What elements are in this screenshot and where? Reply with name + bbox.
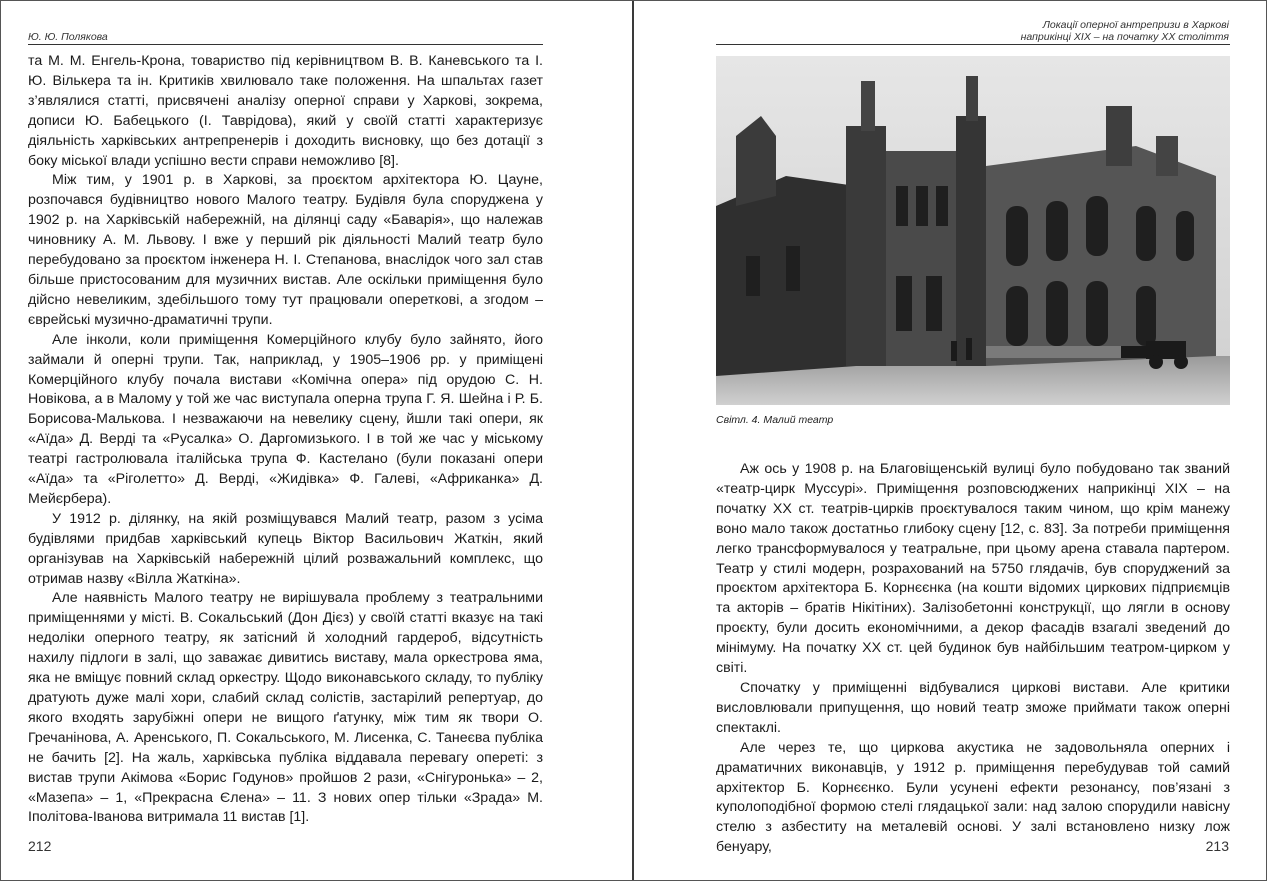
paragraph: Між тим, у 1901 р. в Харкові, за проєктом архітектора Ю. Цауне, розпочався будівництво нового Малого театру. Будівля була споруджена у 1902 р. на Харківській набережній, на ділянці саду «Баварія», що належав чиновнику А. М. Львову. І вже у перший рік діяльності Малий театр було перебудовано за проєктом інженера Н. І. Степанова, внаслідок чого зал став більше пристосованим для музичних вистав. Але оскільки приміщення було дійсно невеликим, здебільшого тому тут працювали оперетковi, а згодом – єврейські музично-драматичні трупи.	[28, 172, 543, 328]
running-header-author: Ю. Ю. Полякова	[28, 31, 108, 43]
paragraph: У 1912 р. ділянку, на якій розміщувався Малий театр, разом з усіма будівлями придбав харківський купець Віктор Васильович Жаткін, який організував на Харківській набережній цілий розважальний комплекс, що отримав назву «Вілла Жаткіна».	[28, 510, 543, 587]
running-header-title	[1021, 19, 1229, 43]
building-illustration	[716, 56, 1230, 405]
malyi-theatre-photo	[716, 56, 1230, 405]
right-body-text	[716, 460, 1230, 858]
header-rule	[28, 44, 543, 45]
paragraph: Але наявність Малого театру не вирішувала проблему з театральними приміщеннями у місті. В. Сокальський (Дон Дієз) у своїй статті вказує на такі недоліки оперного театру, як затісний й холодний гардероб, відсутність нахилу підлоги в залі, що заважає дивитись виставу, мала оркестрова яма, яка не вміщує повний склад оркестру. Щодо виконавського складу, то публіку дратують дуже малі хори, слабий склад солістів, застарілий репертуар, до якого входять зарубіжні опери не вищого ґатунку, між тим як твори О. Гречанінова, А. Аренського, П. Сокальського, М. Лисенка, С. Танеєва публіка не бачить [2]. На жаль, харківська публіка віддавала перевагу опереті: з вистав трупи Акімова «Борис Годунов» пройшов 2 рази, «Снігуронька» – 2, «Мазепа» – 1, «Прекрасна Єлена» – 11. З нових опер тільки «Зрада» М. Іполітова-Іванова витримала 11 вистав [1].	[28, 590, 543, 826]
paragraph: Спочатку у приміщенні відбувалися циркові вистави. Але критики висловлювали припущення, що новий театр зможе приймати також оперні спектаклі.	[716, 679, 1230, 736]
header-rule	[716, 44, 1230, 45]
left-page	[0, 0, 633, 881]
page-number-left: 212	[28, 838, 52, 854]
header-title-line2: наприкінці ХІХ – на початку ХХ століття	[1020, 31, 1229, 43]
paragraph: Аж ось у 1908 р. на Благовіщенській вулиці було побудовано так званий «театр-цирк Муссурі». Приміщення розповсюджених наприкінці ХІХ – на початку ХХ ст. театрів-цирків проєктувалося таким чином, що крім манежу воно мало також достатньо глибоку сцену [12, с. 83]. За потреби приміщення легко трансформувалося у театральне, при цьому арена ставала партером. Театр у стилі модерн, розрахований на 5750 глядачів, був споруджений за проєктом архітектора Б. Корнєєнка (на кошти відомих циркових підприємців та акторів – братів Нікітіних). Залізобетонні конструкції, що лягли в основу проєкту, були досить економічними, а декор фасадів взагалі зведений до мінімуму. На початку ХХ ст. цей будинок був найбільшим театром-цирком у світі.	[716, 461, 1230, 677]
paragraph: Але інколи, коли приміщення Комерційного клубу було зайнято, його займали й оперні трупи. Так, наприклад, у 1905–1906 рр. у приміщені Комерційного клубу почала вистави «Комічна опера» під орудою С. Н. Новікова, а в Малому у той же час виступала оперна трупа Г. Я. Шейна і Р. Б. Борисова-Малькова. І незважаючи на невелику сцену, йшли такі опери, як «Аїда» Д. Верді та «Русалка» О. Даргомизького. І в той же час у міському театрі гастролювала італійська трупа Ф. Кастелано (були показані опери «Аїда» та «Ріголетто» Д. Верді, «Жидівка» Ф. Галеві, «Африканка» Д. Мейєрбера).	[28, 331, 543, 507]
right-page	[634, 0, 1267, 881]
photo-caption: Світл. 4. Малий театр	[716, 414, 834, 426]
left-body-text	[28, 52, 543, 828]
paragraph: та М. М. Енгель-Крона, товариство під керівництвом В. В. Каневського та І. Ю. Вількера та ін. Критиків хвилювало таке положення. На шпальтах газет з’являлися статті, присвячені аналізу оперної справи у Харкові, зокрема, дописи Ю. Бабецького (І. Таврідова), який у своїй статті характеризує діяльність харківських антрепренерів і доходить висновку, що без дотації з боку міської влади успішно вести справи неможливо [8].	[28, 53, 543, 169]
paragraph: Але через те, що циркова акустика не задовольняла оперних і драматичних виконавців, у 1912 р. приміщення перебудував той самий архітектор Б. Корнєєнко. Були усунені ефекти резонансу, пов’язані з куполоподібної формою стелі глядацької зали: над залою спорудили навісну стелю з азбеститу на металевій основі. У залі встановлено низку лож бенуару,	[716, 739, 1230, 856]
page-number-right: 213	[1205, 838, 1229, 854]
header-title-line1: Локації оперної антрепризи в Харкові	[1042, 19, 1229, 31]
